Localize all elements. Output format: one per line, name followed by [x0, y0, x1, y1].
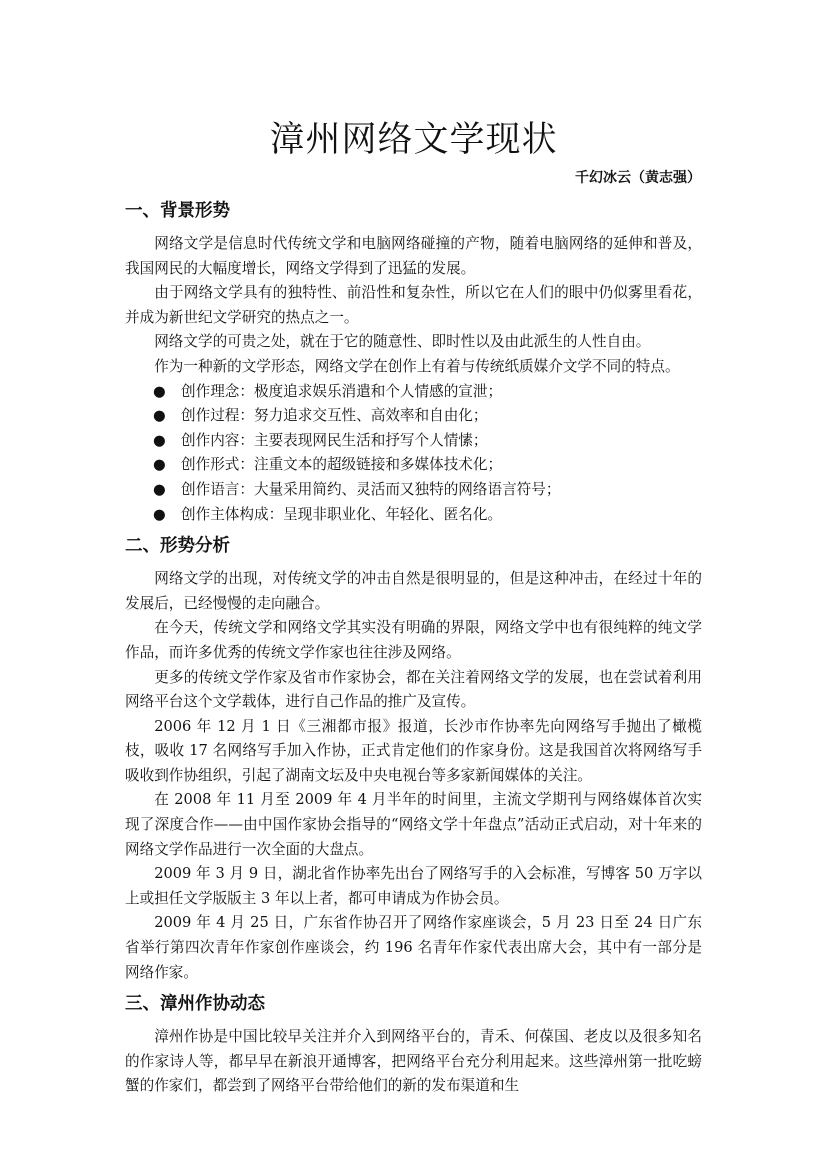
paragraph: 在 2008 年 11 月至 2009 年 4 月半年的时间里，主流文学期刊与网络媒体首次实现了深度合作——由中国作家协会指导的“网络文学十年盘点”活动正式启动，对十年来的网络文学作品进行一次全面的大盘点。 [125, 791, 702, 858]
list-item [125, 429, 702, 454]
document-author: 千幻冰云（黄志强） [575, 170, 701, 186]
list-item [125, 453, 702, 478]
bullet-icon: ● [153, 407, 166, 425]
paragraph: 2006 年 12 月 1 日《三湘都市报》报道，长沙市作协率先向网络写手抛出了橄榄枝，吸收 17 名网络写手加入作协，正式肯定他们的作家身份。这是我国首次将网络写手吸收到作协组织，引起了湖南文坛及中央电视台等多家新闻媒体的关注。 [125, 717, 702, 784]
list-item [125, 380, 702, 405]
feature-list [125, 380, 702, 528]
paragraph: 网络文学是信息时代传统文学和电脑网络碰撞的产物，随着电脑网络的延伸和普及，我国网民的大幅度增长，网络文学得到了迅猛的发展。 [125, 235, 702, 277]
bullet-icon: ● [153, 431, 166, 449]
paragraph: 2009 年 3 月 9 日，湖北省作协率先出台了网络写手的入会标准，写博客 50 万字以上或担任文学版版主 3 年以上者，都可申请成为作协会员。 [125, 865, 702, 907]
bullet-icon: ● [153, 505, 166, 523]
document-body [125, 196, 702, 1099]
paragraph: 作为一种新的文学形态，网络文学在创作上有着与传统纸质媒介文学不同的特点。 [154, 357, 680, 375]
paragraph: 网络文学的出现，对传统文学的冲击自然是很明显的，但是这种冲击，在经过十年的发展后，已经慢慢的走向融合。 [125, 570, 702, 612]
paragraph: 网络文学的可贵之处，就在于它的随意性、即时性以及由此派生的人性自由。 [154, 333, 651, 351]
list-item-text: 创作理念：极度追求娱乐消遣和个人情感的宣泄； [181, 382, 503, 400]
bullet-icon: ● [153, 382, 166, 400]
list-item-text: 创作主体构成：呈现非职业化、年轻化、匿名化。 [181, 505, 503, 523]
bullet-icon: ● [153, 480, 166, 498]
document-title: 漳州网络文学现状 [269, 120, 558, 160]
section-heading-zhangzhou-association: 三、漳州作协动态 [125, 994, 265, 1015]
paragraph: 在今天，传统文学和网络文学其实没有明确的界限，网络文学中也有很纯粹的纯文学作品，而许多优秀的传统文学作家也往往涉及网络。 [125, 619, 702, 661]
paragraph: 漳州作协是中国比较早关注并介入到网络平台的，青禾、何葆国、老皮以及很多知名的作家诗人等，都早早在新浪开通博客，把网络平台充分利用起来。这些漳州第一批吃螃蟹的作家们，都尝到了网络平台带给他们的新的发布渠道和生 [125, 1028, 702, 1095]
paragraph: 由于网络文学具有的独特性、前沿性和复杂性，所以它在人们的眼中仍似雾里看花，并成为新世纪文学研究的热点之一。 [125, 284, 702, 326]
section-heading-analysis: 二、形势分析 [125, 536, 230, 557]
list-item-text: 创作过程：努力追求交互性、高效率和自由化； [181, 407, 488, 425]
list-item [125, 503, 702, 528]
paragraph: 更多的传统文学作家及省市作家协会，都在关注着网络文学的发展，也在尝试着利用网络平台这个文学载体，进行自己作品的推广及宣传。 [125, 668, 702, 711]
list-item [125, 404, 702, 429]
list-item-text: 创作形式：注重文本的超级链接和多媒体技术化； [181, 456, 503, 474]
list-item [125, 478, 702, 503]
list-item-text: 创作语言：大量采用简约、灵活而又独特的网络语言符号； [181, 480, 561, 498]
paragraph: 2009 年 4 月 25 日，广东省作协召开了网络作家座谈会，5 月 23 日至 24 日广东省举行第四次青年作家创作座谈会，约 196 名青年作家代表出席大会，其中有一部分是网络作家。 [125, 914, 702, 981]
list-item-text: 创作内容：主要表现网民生活和抒写个人情愫； [181, 431, 488, 449]
bullet-icon: ● [153, 456, 166, 474]
section-heading-background: 一、背景形势 [125, 201, 230, 221]
